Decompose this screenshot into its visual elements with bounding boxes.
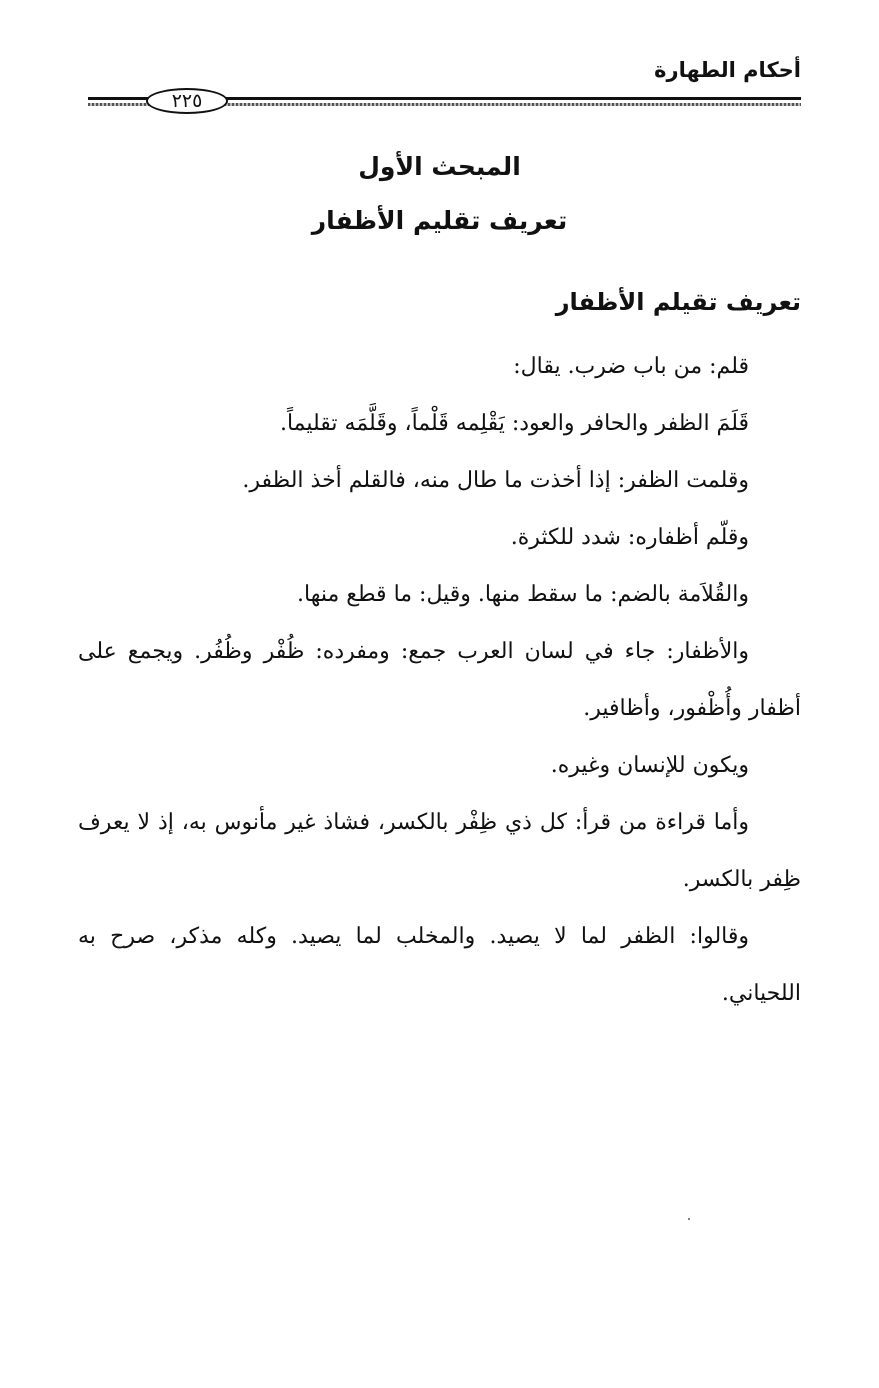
paragraph: وأما قراءة من قرأ: كل ذي ظِفْر بالكسر، فشاذ غير مأنوس به، إذ لا يعرف ظِفر بالكسر. (78, 810, 801, 892)
body-text (78, 338, 801, 1022)
paragraph: قلم: من باب ضرب. يقال: (513, 354, 749, 379)
section-heading: تعريف تقيلم الأظفار (555, 288, 801, 316)
stray-dot (688, 1218, 690, 1220)
running-title: أحكام الطهارة (654, 58, 801, 82)
paragraph: والأظفار: جاء في لسان العرب جمع: ومفرده: ظُفْر وظُفُر. ويجمع على أظفار وأُظْفور، وأظافير. (78, 639, 801, 721)
page-number: ٢٢٥ (146, 88, 228, 114)
paragraph: والقُلاَمة بالضم: ما سقط منها. وقيل: ما قطع منها. (297, 582, 749, 607)
paragraph: قَلَمَ الظفر والحافر والعود: يَقْلِمه قَلْماً، وقَلَّمَه تقليماً. (279, 411, 749, 436)
chapter-subtitle: تعريف تقليم الأظفار (311, 206, 568, 235)
paragraph: وقلّم أظفاره: شدد للكثرة. (510, 525, 749, 550)
paragraph: وقالوا: الظفر لما لا يصيد. والمخلب لما يصيد. وكله مذكر، صرح به اللحياني. (78, 924, 801, 1006)
chapter-title: المبحث الأول (358, 152, 521, 181)
paragraph: وقلمت الظفر: إذا أخذت ما طال منه، فالقلم أخذ الظفر. (242, 468, 749, 493)
paragraph: ويكون للإنسان وغيره. (550, 753, 749, 778)
